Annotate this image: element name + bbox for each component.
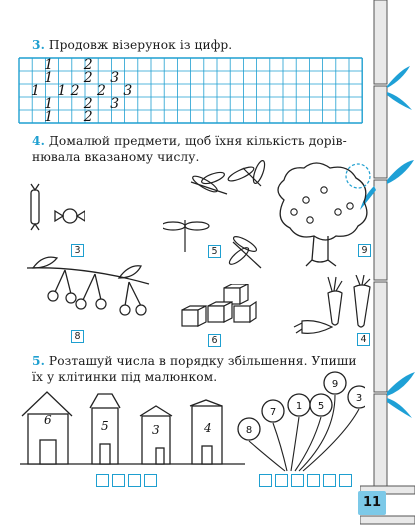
balloon-number-3: 1 (295, 401, 303, 412)
page-number: 11 (358, 491, 386, 515)
cubes-illustration (180, 284, 260, 330)
cherries-illustration (25, 252, 155, 324)
balloon-number-2: 7 (269, 407, 277, 418)
pattern-digit: 1 (44, 57, 54, 73)
pattern-digit: 1 (44, 70, 54, 86)
apples-count-box[interactable]: 9 (358, 244, 371, 257)
pattern-digit: 2 (83, 57, 93, 73)
task5-line1: Розташуй числа в порядку збільшення. Упиши (48, 354, 357, 368)
task4-line2: нювала вказаному числу. (32, 150, 200, 164)
pattern-digit: 2 (83, 109, 93, 125)
house-number-1: 6 (44, 413, 52, 427)
pattern-digit: 2 (83, 70, 93, 86)
houses-answer-row (96, 472, 160, 486)
house-number-3: 3 (152, 423, 160, 437)
candies-count-box[interactable]: 3 (71, 244, 84, 257)
houses-answer-cell[interactable] (144, 474, 157, 487)
balloons-answer-cell[interactable] (291, 474, 304, 487)
balloons-answer-cell[interactable] (259, 474, 272, 487)
pattern-digit: 2 (83, 96, 93, 112)
houses-illustration (20, 388, 245, 466)
balloon-number-5: 9 (331, 379, 339, 390)
house-number-2: 5 (101, 419, 109, 433)
task4-number: 4. (32, 134, 45, 148)
pattern-digit: 3 (123, 83, 133, 99)
houses-answer-cell[interactable] (112, 474, 125, 487)
task4-line1: Домалюй предмети, щоб їхня кількість дорів- (48, 134, 347, 148)
dragonflies-illustration (163, 160, 283, 270)
task3-number: 3. (32, 38, 45, 52)
balloons-illustration (235, 365, 365, 475)
pattern-digit: 3 (110, 96, 120, 112)
balloon-number-6: 3 (355, 393, 363, 404)
houses-answer-cell[interactable] (128, 474, 141, 487)
task5-number: 5. (32, 354, 45, 368)
houses-answer-cell[interactable] (96, 474, 109, 487)
balloons-answer-cell[interactable] (275, 474, 288, 487)
balloons-answer-cell[interactable] (307, 474, 320, 487)
pattern-digit: 1 (44, 109, 54, 125)
balloon-number-1: 8 (245, 425, 253, 436)
cubes-count-box[interactable]: 6 (208, 334, 221, 347)
carrots-count-box[interactable]: 4 (357, 333, 370, 346)
cherries-count-box[interactable]: 8 (71, 330, 84, 343)
balloon-number-4: 5 (317, 401, 325, 412)
pattern-digit: 3 (110, 70, 120, 86)
task3-heading (32, 37, 232, 53)
pattern-digit: 1 (31, 83, 40, 99)
pattern-digit: 1 (57, 83, 67, 99)
carrots-illustration (292, 275, 372, 340)
task5-line2: їх у клітинки під малюнком. (32, 370, 218, 384)
pattern-digit: 1 (44, 96, 54, 112)
pattern-digit: 2 (70, 83, 80, 99)
balloons-answer-cell[interactable] (323, 474, 336, 487)
house-number-4: 4 (204, 421, 212, 435)
balloons-answer-cell[interactable] (339, 474, 352, 487)
task3-pattern-grid[interactable] (18, 57, 368, 127)
balloons-answer-row (259, 472, 355, 486)
pattern-digit: 2 (97, 83, 106, 99)
task3-text: Продовж візерунок із цифр. (48, 38, 233, 52)
dragonflies-count-box[interactable]: 5 (208, 245, 221, 258)
candies-illustration (25, 182, 85, 238)
